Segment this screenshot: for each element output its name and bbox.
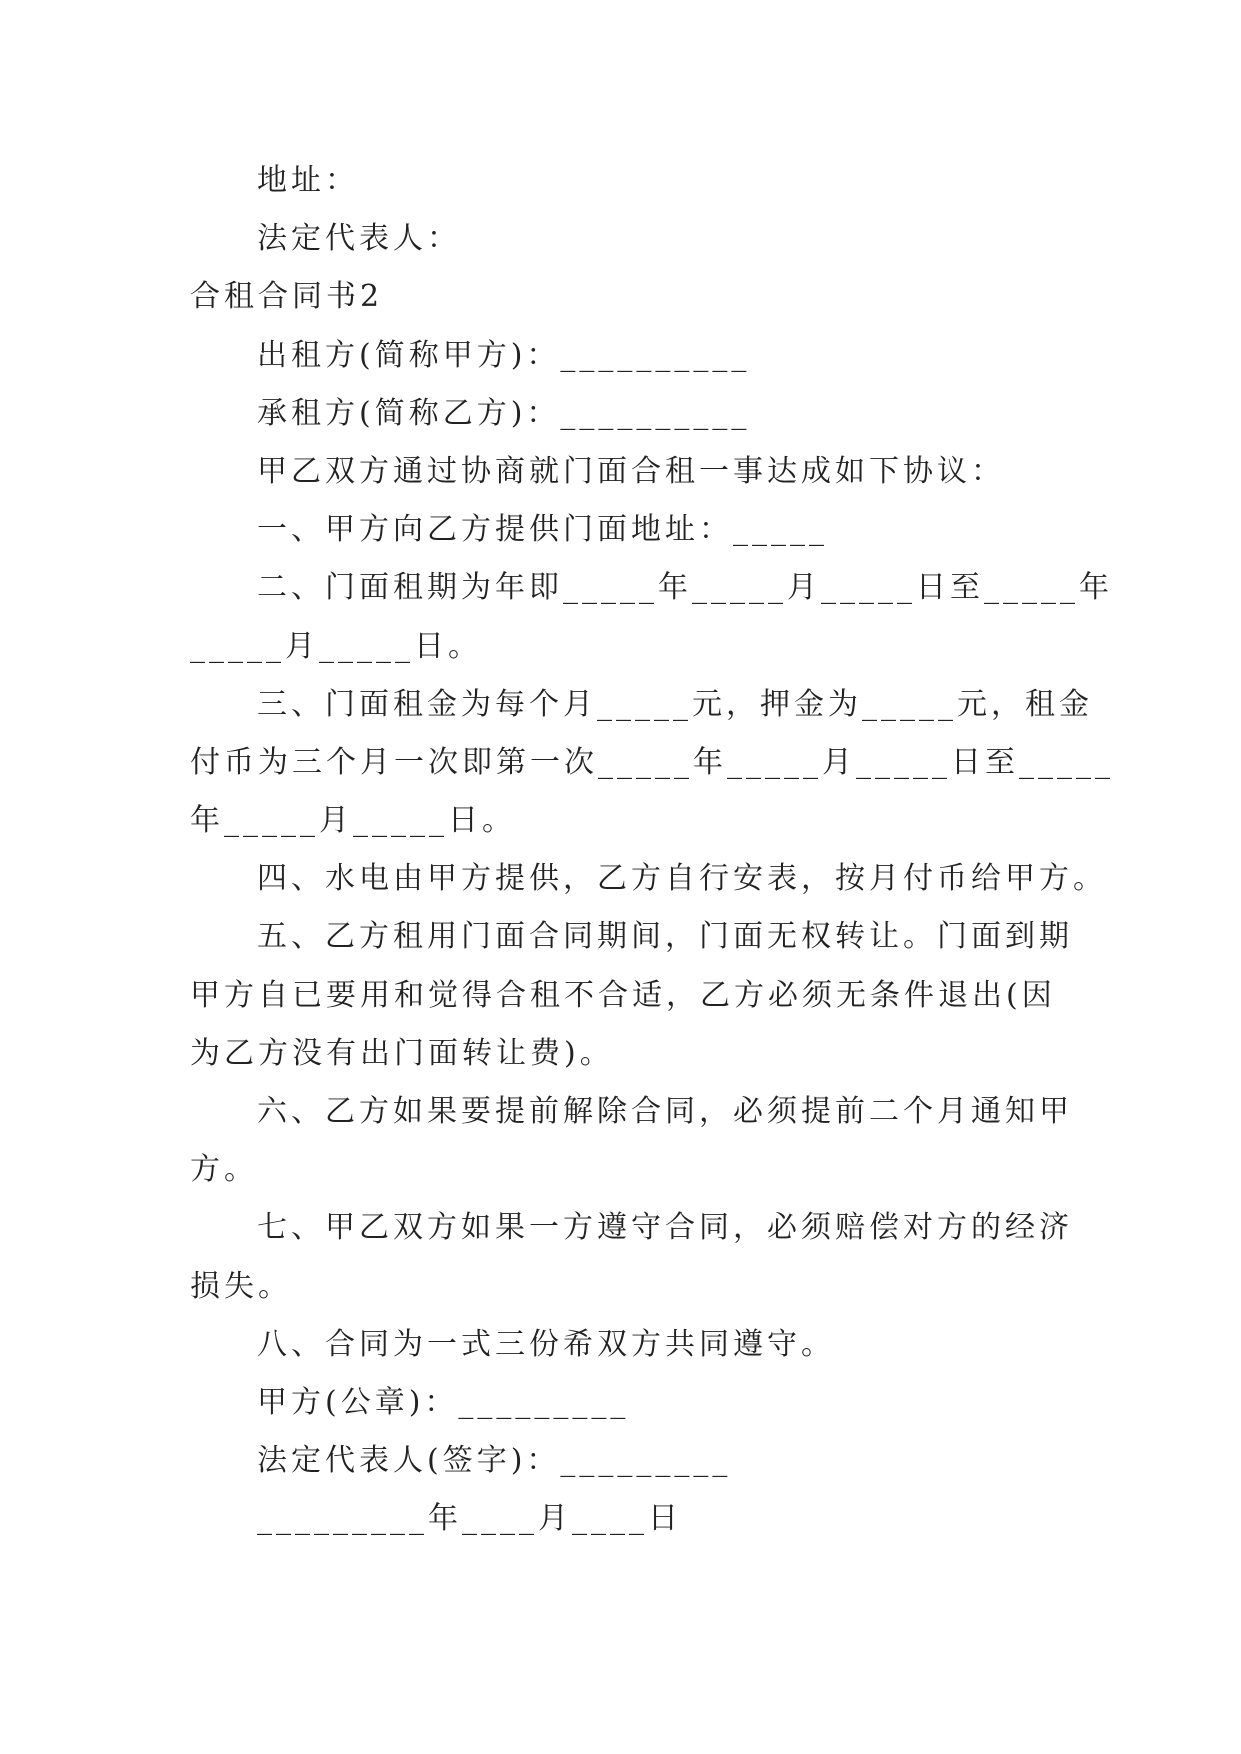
clause-3-line-2: 付币为三个月一次即第一次_____年_____月_____日至_____ xyxy=(190,744,1114,780)
clause-5-line-2: 甲方自已要用和觉得合租不合适，乙方必须无条件退出(因 xyxy=(190,977,1056,1013)
clause-5-line-3: 为乙方没有出门面转让费)。 xyxy=(190,1035,614,1071)
clause-6-line-2: 方。 xyxy=(190,1152,258,1188)
contract-text xyxy=(190,152,1114,1549)
lessee-line: 承租方(简称乙方)：__________ xyxy=(257,395,751,431)
signature-line: 法定代表人(签字)：_________ xyxy=(257,1443,732,1479)
lessor-line: 出租方(简称甲方)：__________ xyxy=(257,337,751,373)
clause-8: 八、合同为一式三份希双方共同遵守。 xyxy=(257,1326,835,1362)
date-line: _________年____月____日 xyxy=(257,1501,682,1537)
clause-7-line-1: 七、甲乙双方如果一方遵守合同，必须赔偿对方的经济 xyxy=(257,1210,1073,1246)
address-line: 地址： xyxy=(257,163,359,198)
clause-3-line-1: 三、门面租金为每个月_____元，押金为_____元，租金 xyxy=(257,686,1093,722)
clause-1: 一、甲方向乙方提供门面地址：_____ xyxy=(257,512,828,548)
clause-2-line-1: 二、门面租期为年即_____年_____月_____日至_____年 xyxy=(257,570,1113,606)
agreement-intro: 甲乙双方通过协商就门面合租一事达成如下协议： xyxy=(257,453,1005,489)
clause-5-line-1: 五、乙方租用门面合同期间，门面无权转让。门面到期 xyxy=(257,919,1073,955)
legal-rep-line: 法定代表人： xyxy=(257,221,461,257)
contract-title: 合租合同书2 xyxy=(190,279,384,315)
clause-7-line-2: 损失。 xyxy=(190,1268,292,1304)
party-a-seal-line: 甲方(公章)：_________ xyxy=(257,1384,630,1420)
clause-2-line-2: _____月_____日。 xyxy=(190,628,482,664)
clause-3-line-3: 年_____月_____日。 xyxy=(190,803,516,839)
clause-6-line-1: 六、乙方如果要提前解除合同，必须提前二个月通知甲 xyxy=(257,1094,1073,1129)
clause-4: 四、水电由甲方提供，乙方自行安表，按月付币给甲方。 xyxy=(257,861,1107,897)
